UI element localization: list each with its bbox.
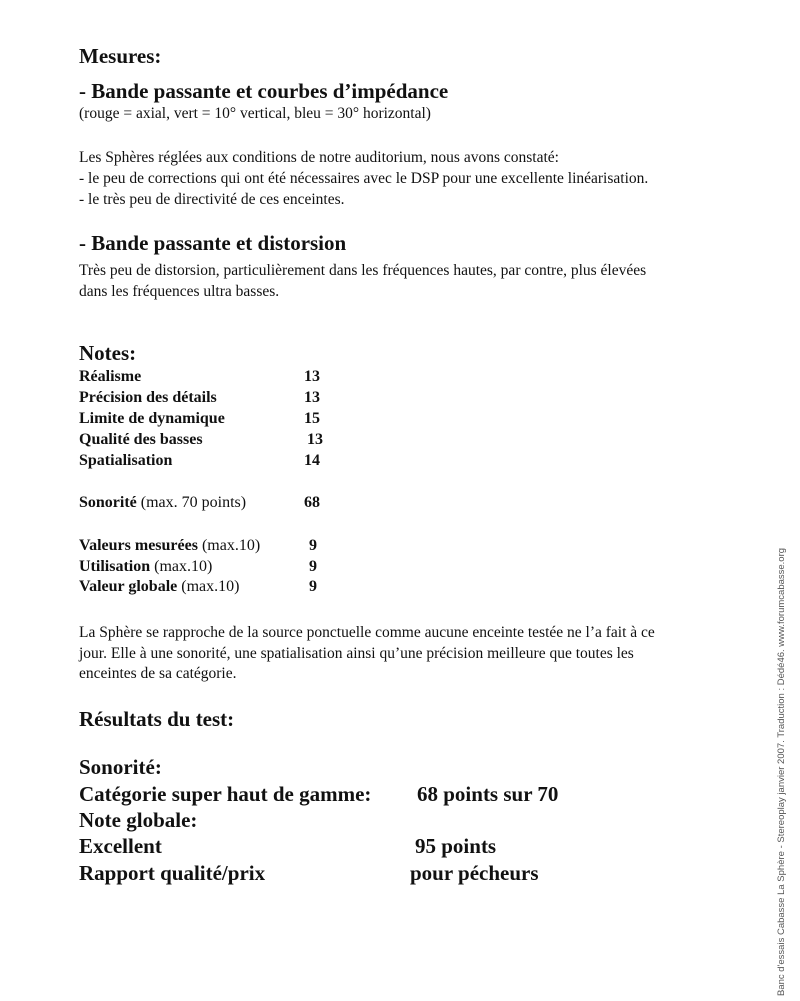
score-value: 14 <box>304 452 320 469</box>
results-ratio-value: pour pécheurs <box>410 861 539 885</box>
score-value: 9 <box>309 558 317 575</box>
mesures-heading: Mesures: <box>79 44 162 68</box>
score-value: 13 <box>304 368 320 385</box>
score-row-sonorite <box>79 493 320 513</box>
conclusion-text-line: enceintes de sa catégorie. <box>79 665 237 682</box>
results-category-value: 68 points sur 70 <box>417 782 559 806</box>
score-row-utilisation <box>79 557 317 577</box>
results-excellent-value: 95 points <box>415 834 497 858</box>
results-category-label: Catégorie super haut de gamme: <box>79 782 372 806</box>
score-row-valeurs-mesurees <box>79 536 317 556</box>
bandwidth-impedance-heading: - Bande passante et courbes d’impédance <box>79 79 449 103</box>
results-sonorite-heading: Sonorité: <box>79 755 162 779</box>
score-label: Sonorité <box>79 494 137 511</box>
results-global-heading: Note globale: <box>79 808 198 832</box>
score-label: Spatialisation <box>79 452 173 469</box>
score-row-spatialisation <box>79 451 320 471</box>
score-max: (max.10) <box>177 578 240 595</box>
score-label: Précision des détails <box>79 389 217 406</box>
bandwidth-distortion-heading: - Bande passante et distorsion <box>79 231 347 255</box>
conclusion-text-line: jour. Elle à une sonorité, une spatialisation ainsi qu’une précision meilleure que toutes les <box>79 645 634 662</box>
results-excellent-label: Excellent <box>79 834 162 858</box>
score-value: 9 <box>309 578 317 595</box>
score-value: 9 <box>309 537 317 554</box>
results-ratio-label: Rapport qualité/prix <box>79 861 266 885</box>
score-value: 13 <box>304 389 320 406</box>
score-row-precision <box>79 388 320 408</box>
score-max: (max. 70 points) <box>136 494 247 511</box>
conclusion-text-line: La Sphère se rapproche de la source ponctuelle comme aucune enceinte testée ne l’a fait à ce <box>79 624 655 641</box>
measurement-bullet: - le peu de corrections qui ont été nécessaires avec le DSP pour une excellente linéarisation. <box>79 170 649 187</box>
measurement-intro-text: Les Sphères réglées aux conditions de notre auditorium, nous avons constaté: <box>79 149 559 166</box>
measurement-bullet: - le très peu de directivité de ces enceintes. <box>79 191 345 208</box>
score-row-dynamique <box>79 409 320 429</box>
score-label: Qualité des basses <box>79 431 203 448</box>
score-label: Limite de dynamique <box>79 410 225 427</box>
score-value: 68 <box>304 494 320 511</box>
score-max: (max.10) <box>197 537 261 554</box>
score-row-valeur-globale <box>79 577 317 597</box>
score-label: Utilisation <box>79 558 151 575</box>
score-max: (max.10) <box>150 558 213 575</box>
score-label: Valeur globale <box>79 578 178 595</box>
curve-color-legend: (rouge = axial, vert = 10° vertical, bleu = 30° horizontal) <box>79 105 431 122</box>
score-row-basses <box>79 430 323 450</box>
score-label: Réalisme <box>79 368 142 385</box>
results-heading: Résultats du test: <box>79 707 235 731</box>
score-row-realisme <box>79 367 320 387</box>
side-credit-text: Banc d'essais Cabasse La Sphère - Stereoplay janvier 2007. Traduction : Dédé46. www.forumcabasse.org <box>776 547 787 996</box>
score-label: Valeurs mesurées <box>79 537 198 554</box>
distortion-text-line: dans les fréquences ultra basses. <box>79 283 280 300</box>
score-value: 13 <box>307 431 323 448</box>
notes-heading: Notes: <box>79 341 137 365</box>
score-value: 15 <box>304 410 320 427</box>
distortion-text-line: Très peu de distorsion, particulièrement dans les fréquences hautes, par contre, plus élevées <box>79 262 647 279</box>
